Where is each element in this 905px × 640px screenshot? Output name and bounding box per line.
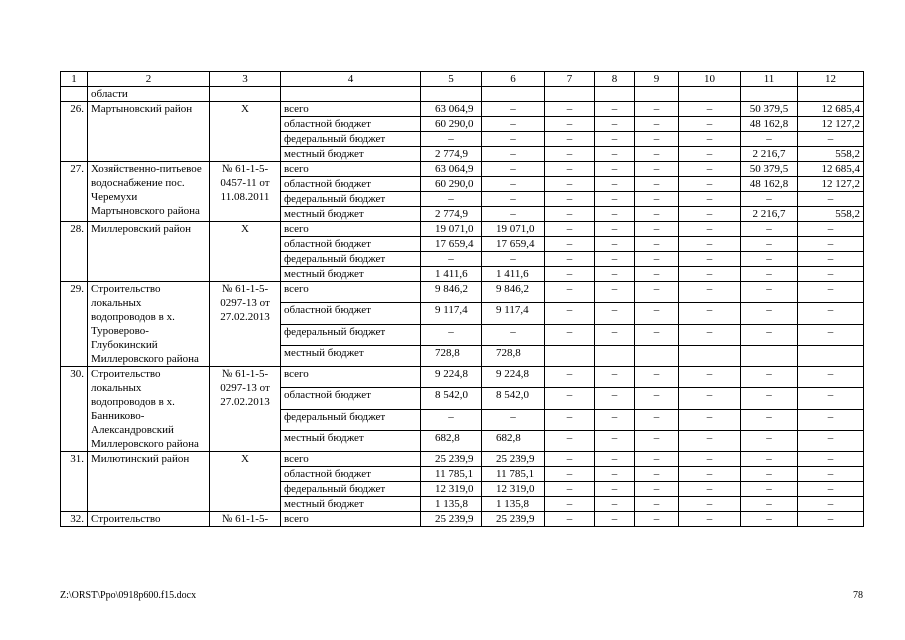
value-cell: – (545, 117, 595, 132)
document-ref: № 61-1-5-0297-13 от 27.02.2013 (210, 367, 281, 452)
column-header: 7 (545, 72, 595, 87)
value-cell: – (741, 367, 798, 388)
table-row (61, 512, 864, 527)
value-cell: 12 685,4 (798, 162, 864, 177)
funding-source: всего (281, 102, 421, 117)
value-cell: 728,8 (482, 345, 545, 366)
value-cell: – (545, 102, 595, 117)
value-cell: 50 379,5 (741, 162, 798, 177)
funding-source: местный бюджет (281, 147, 421, 162)
value-cell: – (679, 367, 741, 388)
value-cell (741, 345, 798, 366)
value-cell: – (545, 252, 595, 267)
value-cell: – (798, 237, 864, 252)
value-cell: – (545, 324, 595, 345)
footer-page-number: 78 (853, 590, 863, 601)
value-cell: – (482, 117, 545, 132)
value-cell (798, 345, 864, 366)
value-cell: 19 071,0 (421, 222, 482, 237)
funding-source: федеральный бюджет (281, 252, 421, 267)
funding-source: федеральный бюджет (281, 482, 421, 497)
value-cell: – (595, 102, 635, 117)
value-cell: 2 774,9 (421, 207, 482, 222)
value-cell (635, 345, 679, 366)
value-cell: 12 127,2 (798, 177, 864, 192)
funding-source: областной бюджет (281, 177, 421, 192)
value-cell: 2 774,9 (421, 147, 482, 162)
value-cell: 63 064,9 (421, 162, 482, 177)
value-cell: – (595, 252, 635, 267)
column-header: 5 (421, 72, 482, 87)
table-row (61, 162, 864, 177)
value-cell: – (741, 267, 798, 282)
value-cell: – (595, 367, 635, 388)
value-cell: – (595, 207, 635, 222)
value-cell: 25 239,9 (482, 452, 545, 467)
value-cell: – (545, 267, 595, 282)
footer-file-path: Z:\ORST\Ppo\0918p600.f15.docx (60, 590, 197, 601)
value-cell: 8 542,0 (421, 388, 482, 409)
funding-source: местный бюджет (281, 207, 421, 222)
value-cell: – (595, 282, 635, 303)
value-cell: – (421, 192, 482, 207)
value-cell: 9 117,4 (421, 303, 482, 324)
funding-source: всего (281, 367, 421, 388)
value-cell: – (545, 192, 595, 207)
value-cell: – (741, 388, 798, 409)
value-cell: – (741, 222, 798, 237)
value-cell: – (595, 388, 635, 409)
value-cell: – (545, 177, 595, 192)
value-cell: – (798, 324, 864, 345)
value-cell: – (741, 482, 798, 497)
value-cell: – (798, 482, 864, 497)
document-ref: Х (210, 102, 281, 162)
value-cell: – (482, 102, 545, 117)
value-cell: – (635, 147, 679, 162)
value-cell: – (595, 132, 635, 147)
column-header: 2 (88, 72, 210, 87)
value-cell: – (635, 237, 679, 252)
value-cell: 11 785,1 (482, 467, 545, 482)
value-cell: – (798, 512, 864, 527)
empty-cell (679, 87, 741, 102)
value-cell: – (595, 409, 635, 430)
value-cell: – (635, 324, 679, 345)
value-cell: – (545, 237, 595, 252)
funding-source: местный бюджет (281, 345, 421, 366)
value-cell: – (679, 132, 741, 147)
value-cell: – (741, 497, 798, 512)
funding-source: всего (281, 222, 421, 237)
value-cell: 9 224,8 (421, 367, 482, 388)
value-cell: 9 224,8 (482, 367, 545, 388)
column-header: 12 (798, 72, 864, 87)
funding-source: местный бюджет (281, 497, 421, 512)
value-cell: – (798, 303, 864, 324)
value-cell: – (545, 282, 595, 303)
value-cell: – (741, 252, 798, 267)
value-cell: – (635, 512, 679, 527)
value-cell: 558,2 (798, 147, 864, 162)
value-cell: 12 685,4 (798, 102, 864, 117)
value-cell: – (635, 207, 679, 222)
value-cell: – (635, 497, 679, 512)
funding-source: всего (281, 512, 421, 527)
table-row (61, 452, 864, 467)
value-cell: – (635, 117, 679, 132)
value-cell: – (679, 324, 741, 345)
value-cell: – (679, 252, 741, 267)
value-cell: – (798, 409, 864, 430)
value-cell: – (482, 147, 545, 162)
value-cell: – (635, 162, 679, 177)
value-cell: – (595, 147, 635, 162)
value-cell: 1 411,6 (482, 267, 545, 282)
funding-source: федеральный бюджет (281, 192, 421, 207)
value-cell: – (798, 430, 864, 451)
value-cell: – (635, 409, 679, 430)
value-cell: – (421, 132, 482, 147)
object-name: Строительство локальных водопроводов в х. Банниково-Александровский Миллеровского района (88, 367, 210, 452)
document-ref: Х (210, 222, 281, 282)
value-cell: – (421, 409, 482, 430)
header-row (61, 72, 864, 87)
table-row (61, 222, 864, 237)
document-ref: № 61-1-5-0297-13 от 27.02.2013 (210, 282, 281, 367)
value-cell: 9 846,2 (482, 282, 545, 303)
value-cell: – (741, 303, 798, 324)
value-cell: – (679, 267, 741, 282)
funding-source: областной бюджет (281, 388, 421, 409)
funding-source: областной бюджет (281, 237, 421, 252)
object-name: Милютинский район (88, 452, 210, 512)
value-cell: – (635, 252, 679, 267)
value-cell: – (679, 237, 741, 252)
value-cell: 2 216,7 (741, 207, 798, 222)
value-cell: – (595, 512, 635, 527)
row-number: 30. (61, 367, 88, 452)
value-cell: – (741, 237, 798, 252)
value-cell: – (798, 282, 864, 303)
value-cell (679, 345, 741, 366)
value-cell: – (595, 177, 635, 192)
value-cell: – (741, 324, 798, 345)
value-cell: – (635, 222, 679, 237)
value-cell: – (679, 102, 741, 117)
value-cell: 19 071,0 (482, 222, 545, 237)
value-cell: – (595, 117, 635, 132)
funding-source: областной бюджет (281, 303, 421, 324)
row-number: 28. (61, 222, 88, 282)
value-cell: 60 290,0 (421, 117, 482, 132)
value-cell: – (741, 467, 798, 482)
object-name: Строительство (88, 512, 210, 527)
value-cell: – (798, 452, 864, 467)
funding-source: областной бюджет (281, 467, 421, 482)
value-cell: – (679, 162, 741, 177)
value-cell: – (545, 132, 595, 147)
value-cell: – (482, 207, 545, 222)
value-cell: 1 135,8 (421, 497, 482, 512)
value-cell: 48 162,8 (741, 177, 798, 192)
value-cell: – (798, 467, 864, 482)
column-header: 10 (679, 72, 741, 87)
column-header: 8 (595, 72, 635, 87)
value-cell: – (545, 467, 595, 482)
value-cell: – (482, 132, 545, 147)
value-cell: – (595, 267, 635, 282)
value-cell: – (679, 177, 741, 192)
value-cell: – (482, 162, 545, 177)
value-cell: – (679, 192, 741, 207)
empty-cell (595, 87, 635, 102)
funding-source: всего (281, 282, 421, 303)
value-cell: – (482, 177, 545, 192)
value-cell: 682,8 (482, 430, 545, 451)
value-cell: – (635, 177, 679, 192)
value-cell: 12 319,0 (482, 482, 545, 497)
value-cell: – (482, 252, 545, 267)
value-cell: – (798, 132, 864, 147)
value-cell: – (595, 222, 635, 237)
row-number: 26. (61, 102, 88, 162)
value-cell: – (635, 452, 679, 467)
value-cell: – (741, 192, 798, 207)
value-cell: – (798, 267, 864, 282)
value-cell: 1 135,8 (482, 497, 545, 512)
budget-table (60, 71, 864, 527)
empty-cell (635, 87, 679, 102)
value-cell: – (679, 482, 741, 497)
value-cell: – (679, 207, 741, 222)
value-cell: – (545, 207, 595, 222)
value-cell: – (635, 132, 679, 147)
value-cell: 12 319,0 (421, 482, 482, 497)
value-cell: – (545, 452, 595, 467)
funding-source: всего (281, 452, 421, 467)
value-cell: – (635, 482, 679, 497)
value-cell: – (679, 452, 741, 467)
value-cell: – (545, 430, 595, 451)
value-cell: – (545, 162, 595, 177)
value-cell: – (679, 467, 741, 482)
value-cell: – (595, 237, 635, 252)
value-cell: 682,8 (421, 430, 482, 451)
value-cell: – (635, 102, 679, 117)
value-cell: – (545, 482, 595, 497)
empty-cell (741, 87, 798, 102)
document-ref: № 61-1-5- (210, 512, 281, 527)
row-number: 29. (61, 282, 88, 367)
document-ref: Х (210, 452, 281, 512)
value-cell: – (595, 162, 635, 177)
value-cell: – (635, 367, 679, 388)
value-cell: – (595, 192, 635, 207)
row-number-cell (61, 87, 88, 102)
value-cell: – (679, 222, 741, 237)
continuation-text: области (88, 87, 210, 102)
table-row (61, 282, 864, 303)
value-cell: – (741, 452, 798, 467)
value-cell: 1 411,6 (421, 267, 482, 282)
value-cell: – (482, 324, 545, 345)
empty-cell (798, 87, 864, 102)
column-header: 4 (281, 72, 421, 87)
value-cell: 8 542,0 (482, 388, 545, 409)
value-cell: 17 659,4 (421, 237, 482, 252)
column-header: 1 (61, 72, 88, 87)
value-cell: – (679, 388, 741, 409)
value-cell: – (679, 430, 741, 451)
empty-cell (281, 87, 421, 102)
value-cell: – (595, 482, 635, 497)
value-cell: – (798, 192, 864, 207)
value-cell: 728,8 (421, 345, 482, 366)
table-row (61, 367, 864, 388)
value-cell: 25 239,9 (421, 452, 482, 467)
funding-source: федеральный бюджет (281, 132, 421, 147)
object-name: Миллеровский район (88, 222, 210, 282)
value-cell: – (595, 467, 635, 482)
funding-source: местный бюджет (281, 430, 421, 451)
object-name: Хозяйственно-питьевое водоснабжение пос. Черемухи Мартыновского района (88, 162, 210, 222)
value-cell: – (798, 367, 864, 388)
value-cell (545, 345, 595, 366)
value-cell: 17 659,4 (482, 237, 545, 252)
value-cell: – (595, 497, 635, 512)
row-number: 31. (61, 452, 88, 512)
document-ref: № 61-1-5-0457-11 от 11.08.2011 (210, 162, 281, 222)
value-cell: – (635, 430, 679, 451)
value-cell: – (545, 303, 595, 324)
value-cell: – (595, 430, 635, 451)
value-cell: 50 379,5 (741, 102, 798, 117)
empty-cell (545, 87, 595, 102)
value-cell: – (798, 222, 864, 237)
value-cell: – (545, 367, 595, 388)
column-header: 9 (635, 72, 679, 87)
value-cell: 558,2 (798, 207, 864, 222)
value-cell: – (482, 409, 545, 430)
value-cell: 60 290,0 (421, 177, 482, 192)
value-cell: – (798, 252, 864, 267)
funding-source: местный бюджет (281, 267, 421, 282)
table-row (61, 102, 864, 117)
continuation-row (61, 87, 864, 102)
value-cell: 11 785,1 (421, 467, 482, 482)
value-cell: – (679, 409, 741, 430)
column-header: 11 (741, 72, 798, 87)
value-cell: 25 239,9 (421, 512, 482, 527)
value-cell: – (421, 252, 482, 267)
value-cell: – (798, 388, 864, 409)
funding-source: всего (281, 162, 421, 177)
value-cell: – (679, 147, 741, 162)
value-cell: – (741, 512, 798, 527)
value-cell: – (635, 303, 679, 324)
value-cell: – (741, 132, 798, 147)
column-header: 3 (210, 72, 281, 87)
value-cell: – (595, 324, 635, 345)
value-cell: – (635, 267, 679, 282)
value-cell: – (635, 388, 679, 409)
value-cell: – (595, 303, 635, 324)
value-cell: 25 239,9 (482, 512, 545, 527)
value-cell: 63 064,9 (421, 102, 482, 117)
value-cell: 9 117,4 (482, 303, 545, 324)
value-cell: – (635, 282, 679, 303)
value-cell: – (679, 117, 741, 132)
row-number: 27. (61, 162, 88, 222)
value-cell: – (545, 497, 595, 512)
value-cell: – (741, 282, 798, 303)
value-cell: – (595, 452, 635, 467)
value-cell: 9 846,2 (421, 282, 482, 303)
value-cell: – (741, 430, 798, 451)
value-cell: – (545, 409, 595, 430)
row-number: 32. (61, 512, 88, 527)
value-cell: – (679, 497, 741, 512)
value-cell: – (421, 324, 482, 345)
value-cell: – (679, 512, 741, 527)
funding-source: федеральный бюджет (281, 409, 421, 430)
value-cell: – (482, 192, 545, 207)
value-cell: – (679, 303, 741, 324)
value-cell: – (545, 147, 595, 162)
value-cell: 48 162,8 (741, 117, 798, 132)
table-body (61, 72, 864, 527)
value-cell: 12 127,2 (798, 117, 864, 132)
object-name: Строительство локальных водопроводов в х. Туроверово-Глубокинский Миллеровского района (88, 282, 210, 367)
object-name: Мартыновский район (88, 102, 210, 162)
funding-source: федеральный бюджет (281, 324, 421, 345)
value-cell: – (798, 497, 864, 512)
funding-source: областной бюджет (281, 117, 421, 132)
value-cell: – (635, 467, 679, 482)
value-cell: – (545, 512, 595, 527)
empty-cell (421, 87, 482, 102)
column-header: 6 (482, 72, 545, 87)
value-cell: – (679, 282, 741, 303)
value-cell: 2 216,7 (741, 147, 798, 162)
value-cell: – (545, 222, 595, 237)
value-cell: – (741, 409, 798, 430)
value-cell: – (635, 192, 679, 207)
value-cell (595, 345, 635, 366)
value-cell: – (545, 388, 595, 409)
empty-cell (210, 87, 281, 102)
empty-cell (482, 87, 545, 102)
